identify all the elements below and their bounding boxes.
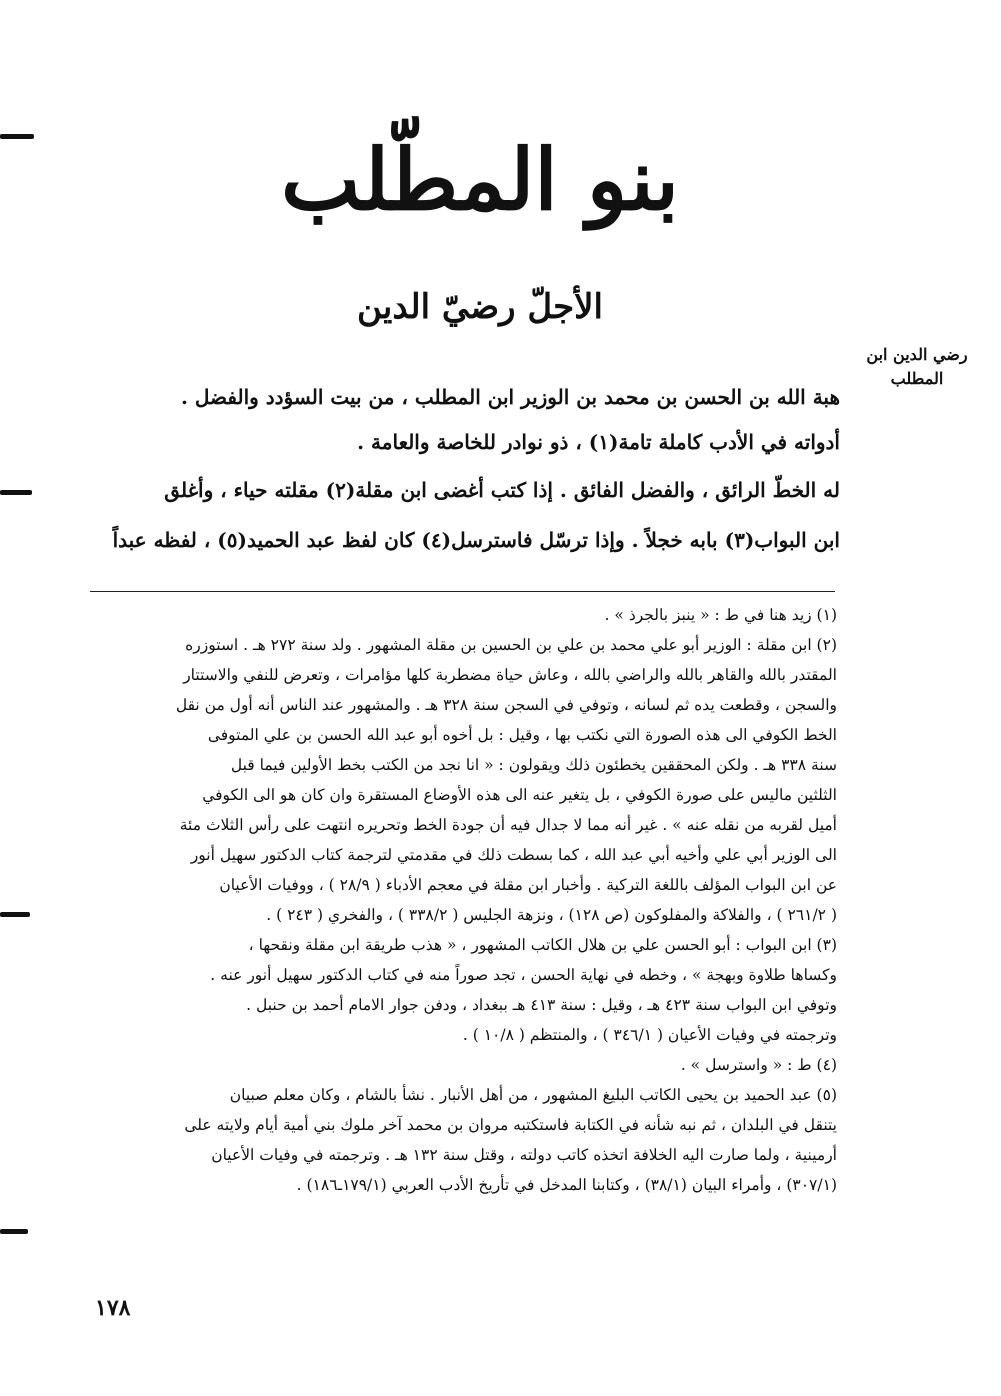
footnote-line: والسجن ، وقطعت يده ثم لسانه ، وتوفي في السجن سنة ٣٢٨ هـ . والمشهور عند الناس أنه أول من نقل [175,696,837,714]
footnote-line: ( ٢٦١/٢ ) ، والفلاكة والمفلوكون (ص ١٢٨) ، ونزهة الجليس ( ٣٣٨/٢ ) ، والفخري ( ٢٤٣ ) . [266,906,837,924]
section-subtitle: الأجلّ رضيّ الدين [357,287,603,327]
main-text-line: أدواته في الأدب كاملة تامة(١) ، ذو نوادر للخاصة والعامة . [357,430,840,454]
footnote-line: أميل لقربه من نقله عنه » . غير أنه مما لا جدال فيه أن جودة الخط وتحريره انتهت على رأس الثلاث مئة [179,816,837,834]
footnote-line: (٥) عبد الحميد بن يحيى الكاتب البليغ المشهور ، من أهل الأنبار . نشأ بالشام ، وكان معلم صبيان [229,1086,837,1104]
footnote-line: الثلثين ماليس على صورة الكوفي ، بل يتغير عنه الى هذه الأوضاع المستقرة وان كان هو الى الكوفي [202,786,837,804]
footnote-line: (٤) ط : « واسترسل » . [680,1056,837,1074]
footnotes [82,600,837,1200]
footnote-line: المقتدر بالله والقاهر بالله والراضي بالله ، وعاش حياة مضطربة كلها مؤامرات ، وتعرض للنفي والاستتار [183,666,837,684]
binding-mark [0,134,34,139]
footnote-separator [90,591,835,592]
footnote-line: الخط الكوفي الى هذه الصورة التي نكتب بها ، وقيل : بل أخوه أبو عبد الله الحسن بن علي المتوفى [207,726,837,744]
footnote-line: عن ابن البواب المؤلف باللغة التركية . وأخبار ابن مقلة في معجم الأدباء ( ٢٨/٩ ) ، ووفيات الأعيان [219,876,837,894]
footnote-line: وترجمته في وفيات الأعيان ( ٣٤٦/١ ) ، والمنتظم ( ١٠/٨ ) . [462,1026,837,1044]
footnote-line: يتنقل في البلدان ، ثم نبه شأنه في الكتابة فاستكتبه مروان بن محمد آخر ملوك بني أمية أيام ولايته على [184,1116,837,1134]
binding-mark [0,912,30,917]
footnote-line: الى الوزير أبي علي وأخيه أبي عبد الله ، كما بسطت ذلك في مقدمتي لترجمة كتاب الدكتور سهيل أنور [190,846,837,864]
footnote-line: (٢) ابن مقلة : الوزير أبو علي محمد بن علي بن الحسين بن مقلة المشهور . ولد سنة ٢٧٢ هـ . استوزره [185,636,837,654]
margin-note: رضي الدين ابن المطلب [866,345,968,388]
main-text-line: هبة الله بن الحسن بن محمد بن الوزير ابن المطلب ، من بيت السؤدد والفضل . [180,385,840,409]
footnote-line: وتوفي ابن البواب سنة ٤٢٣ هـ ، وقيل : سنة ٤١٣ هـ ببغداد ، ودفن جوار الامام أحمد بن حنبل . [246,996,837,1014]
page-number: ١٧٨ [95,1295,131,1321]
footnote-line: (٣٠٧/١) ، وأمراء البيان (٣٨/١) ، وكتابنا المدخل في تأريخ الأدب العربي (١٧٩/١ـ١٨٦) . [296,1176,837,1194]
footnote-line: (١) زيد هنا في ط : « ينبز بالجرذ » . [604,606,837,624]
chapter-title: بنو المطّلب [280,130,680,229]
binding-mark [0,1229,28,1234]
footnote-line: وكساها طلاوة وبهجة » ، وخطه في نهاية الحسن ، تجد صوراً منه في كتاب الدكتور سهيل أنور عنه . [210,966,837,984]
footnote-line: سنة ٣٣٨ هـ . ولكن المحققين يخطئون ذلك ويقولون : « انا نجد من الكتب بخط الأولين فيما قبل [230,756,837,774]
main-text-line: له الخطّ الرائق ، والفضل الفائق . إذا كتب أغضى ابن مقلة(٢) مقلته حياء ، وأغلق [164,478,840,502]
main-text [78,375,840,565]
footnote-line: أرمينية ، ولما صارت اليه الخلافة اتخذه كاتب دولته ، وقتل سنة ١٣٢ هـ . وترجمته في وفيات الأعيان [211,1146,837,1164]
binding-mark [0,490,32,495]
footnote-line: (٣) ابن البواب : أبو الحسن علي بن هلال الكاتب المشهور ، « هذب طريقة ابن مقلة ونقحها ، [248,936,837,954]
main-text-line: ابن البواب(٣) بابه خجلاً . وإذا ترسّل فاسترسل(٤) كان لفظ عبد الحميد(٥) ، لفظه عبداً [112,528,840,552]
